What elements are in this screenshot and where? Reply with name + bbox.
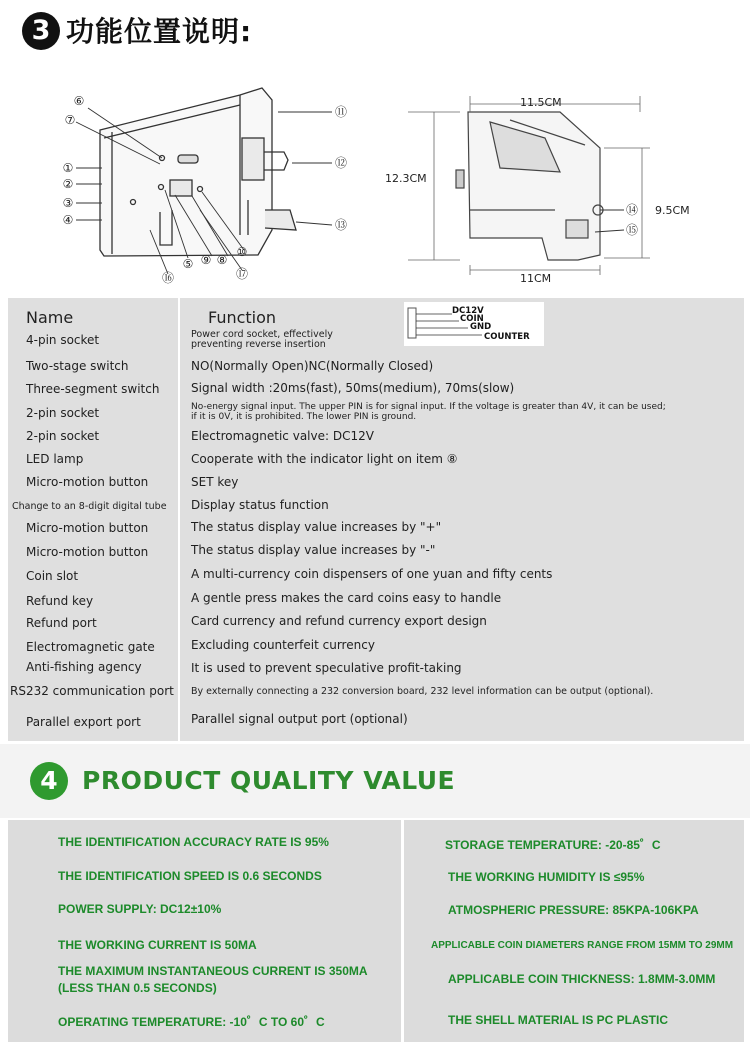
row-function: Power cord socket, effectively preventing reverse insertion <box>191 329 333 350</box>
dimension-bottom: 11CM <box>520 272 552 285</box>
section-title: 功能位置说明: <box>66 15 253 48</box>
row-name: Coin slot <box>26 569 79 583</box>
callout-4: ④ <box>62 213 74 227</box>
row-function: Parallel signal output port (optional) <box>191 712 408 726</box>
quality-item: THE SHELL MATERIAL IS PC PLASTIC <box>448 1013 669 1027</box>
callout-8: ⑧ <box>216 253 228 267</box>
connector-icon <box>408 308 416 338</box>
row-function: No-energy signal input. The upper PIN is for signal input. If the voltage is greater than 4V, it can be used; if it is 0V, it is prohibited. The lower PIN is ground. <box>191 402 666 422</box>
row-name: Parallel export port <box>26 715 141 729</box>
quality-item: APPLICABLE COIN DIAMETERS RANGE FROM 15MM TO 29MM <box>431 940 734 951</box>
callout-10: ⑩ <box>236 245 248 259</box>
row-name: 2-pin socket <box>26 429 100 443</box>
quality-item: APPLICABLE COIN THICKNESS: 1.8MM-3.0MM <box>448 972 716 986</box>
row-name: Three-segment switch <box>26 382 160 396</box>
callout-11: ⑪ <box>334 105 348 119</box>
row-name: Change to an 8-digit digital tube <box>12 501 167 512</box>
dimension-left: 12.3CM <box>385 172 427 185</box>
callout-14: ⑭ <box>625 203 639 217</box>
row-function: A multi-currency coin dispensers of one yuan and fifty cents <box>191 567 553 581</box>
pin-legend <box>404 302 544 346</box>
callout-17: ⑰ <box>235 267 249 281</box>
spec-table <box>8 298 744 741</box>
pin-gnd: GND <box>470 322 492 332</box>
pin-dc12v: DC12V <box>452 306 484 316</box>
side-view-device <box>456 112 603 260</box>
quality-item: THE IDENTIFICATION ACCURACY RATE IS 95% <box>58 835 329 849</box>
section4-number-badge: 4 <box>30 762 68 800</box>
row-function: It is used to prevent speculative profit-taking <box>191 661 462 675</box>
row-function: Excluding counterfeit currency <box>191 638 375 652</box>
row-name: Micro-motion button <box>26 545 149 559</box>
row-name: Refund key <box>26 594 94 608</box>
quality-item: THE IDENTIFICATION SPEED IS 0.6 SECONDS <box>58 869 322 883</box>
quality-item: OPERATING TEMPERATURE: -10゜C TO 60゜C <box>58 1015 325 1029</box>
pin-coin: COIN <box>460 314 484 324</box>
row-name: Refund port <box>26 616 97 630</box>
row-function: By externally connecting a 232 conversion board, 232 level information can be output (optional). <box>191 686 654 697</box>
row-function: Cooperate with the indicator light on item ⑧ <box>191 452 458 466</box>
row-name: RS232 communication port <box>10 684 174 698</box>
row-function: Electromagnetic valve: DC12V <box>191 429 374 443</box>
row-function: Signal width :20ms(fast), 50ms(medium), 70ms(slow) <box>191 381 515 395</box>
quality-item: POWER SUPPLY: DC12±10% <box>58 902 222 916</box>
callout-15: ⑮ <box>625 223 639 237</box>
row-name: Micro-motion button <box>26 521 149 535</box>
dimension-top: 11.5CM <box>520 96 562 109</box>
section-number-badge: 3 <box>22 12 60 50</box>
pin-counter: COUNTER <box>484 332 530 342</box>
row-name: Electromagnetic gate <box>26 640 155 654</box>
callout-2: ② <box>62 177 74 191</box>
row-name: 2-pin socket <box>26 406 100 420</box>
row-function: SET key <box>191 475 239 489</box>
dimension-right: 9.5CM <box>655 204 690 217</box>
row-name: Two-stage switch <box>26 359 129 373</box>
quality-item: THE MAXIMUM INSTANTANEOUS CURRENT IS 350MA (LESS THAN 0.5 SECONDS) <box>58 964 368 995</box>
row-function: Card currency and refund currency export design <box>191 614 487 628</box>
callout-6: ⑥ <box>73 94 85 108</box>
row-function: Display status function <box>191 498 329 512</box>
quality-item: THE WORKING HUMIDITY IS ≤95% <box>448 870 645 884</box>
callout-12: ⑫ <box>334 156 348 170</box>
row-function: NO(Normally Open)NC(Normally Closed) <box>191 359 434 373</box>
row-function: The status display value increases by "+" <box>191 520 442 534</box>
quality-item: THE WORKING CURRENT IS 50MA <box>58 938 257 952</box>
section4-title: PRODUCT QUALITY VALUE <box>82 766 456 795</box>
quality-item: STORAGE TEMPERATURE: -20-85゜C <box>445 838 661 852</box>
row-function: The status display value increases by "-" <box>191 543 436 557</box>
header-name: Name <box>26 308 74 327</box>
row-name: LED lamp <box>26 452 84 466</box>
coin-acceptor-diagram <box>0 60 750 295</box>
row-function: A gentle press makes the card coins easy to handle <box>191 591 502 605</box>
front-view-device <box>100 88 296 256</box>
row-name: Micro-motion button <box>26 475 149 489</box>
callout-3: ③ <box>62 196 74 210</box>
row-name: 4-pin socket <box>26 333 100 347</box>
quality-grid <box>8 820 744 1042</box>
callout-5: ⑤ <box>182 257 194 271</box>
quality-item: ATMOSPHERIC PRESSURE: 85KPA-106KPA <box>448 903 699 917</box>
callout-16: ⑯ <box>161 271 175 285</box>
callout-7: ⑦ <box>64 113 76 127</box>
callout-1: ① <box>62 161 74 175</box>
header-function: Function <box>208 308 277 327</box>
callout-13: ⑬ <box>334 218 348 232</box>
row-name: Anti-fishing agency <box>26 660 142 674</box>
callout-9: ⑨ <box>200 253 212 267</box>
